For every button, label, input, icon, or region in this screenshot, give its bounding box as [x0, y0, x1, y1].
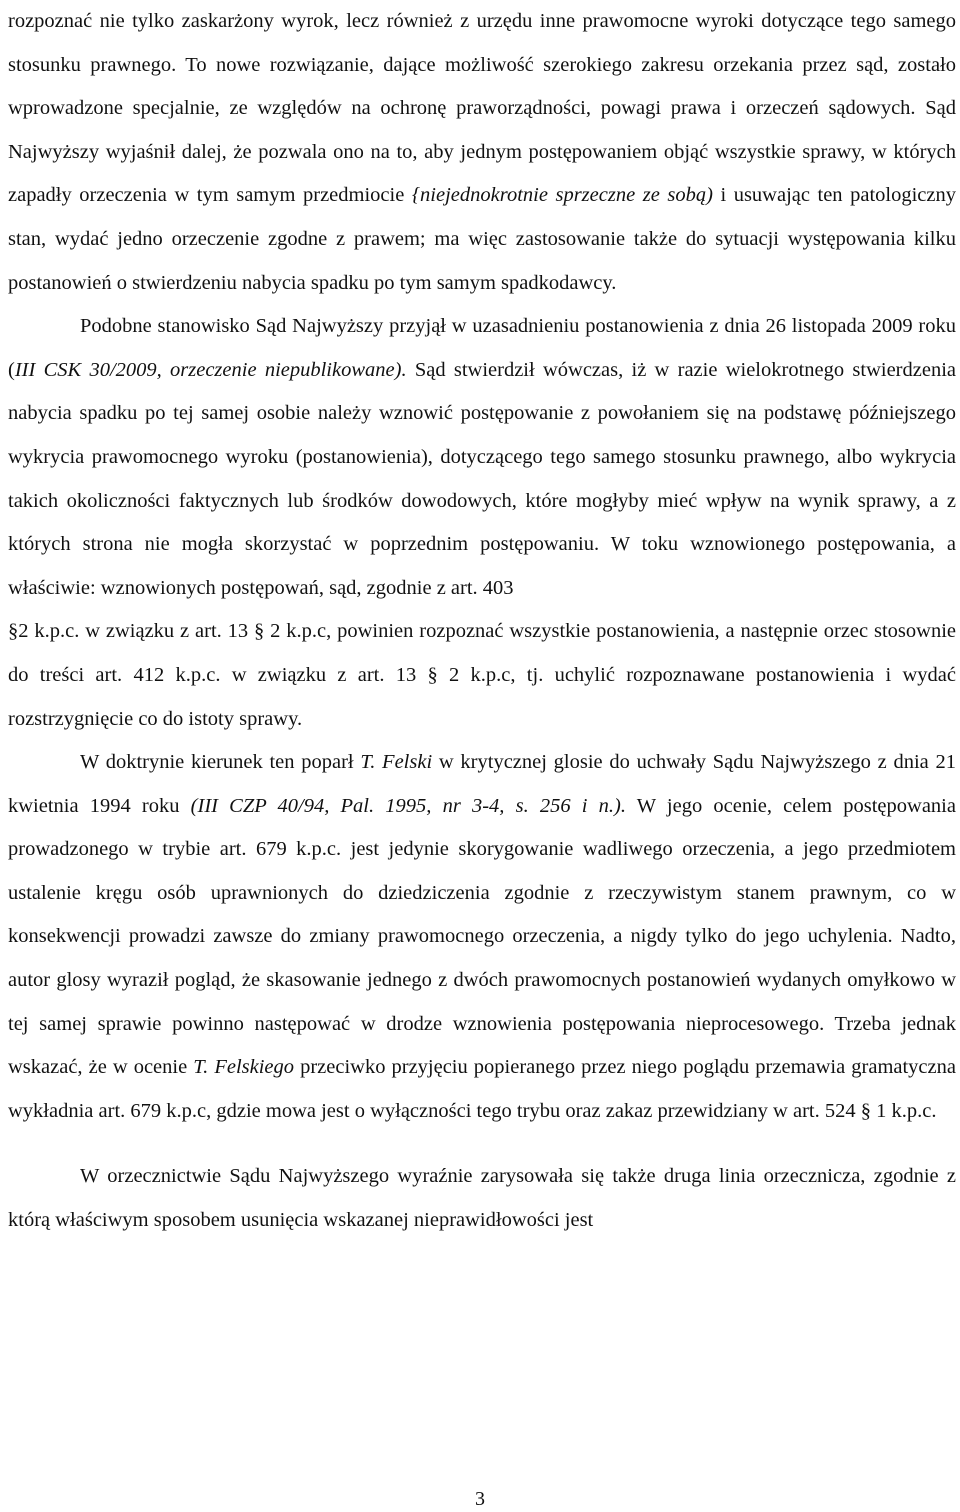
paragraph-continuation: [8, 0, 956, 305]
paragraph-second-line-of-jurisprudence: [8, 1155, 956, 1242]
paragraph-text: 2 k.p.c, tj. uchylić rozpoznawane postanowienia i wydać rozstrzygnięcie co do istoty sprawy.: [8, 663, 956, 730]
section-sign: §: [254, 620, 265, 643]
paragraph-supreme-court-ruling-2009: [8, 305, 956, 741]
paragraph-text: W doktrynie kierunek ten poparł: [80, 751, 361, 774]
paragraph-text: 2 k.p.c, powinien rozpoznać wszystkie postanowienia, a następnie orzec stosownie do treści art. 412 k.p.c. w związku z art. 13: [8, 620, 956, 686]
section-sign: §: [8, 620, 19, 643]
paragraph-text: W jego ocenie, celem postępowania prowadzonego w trybie art. 679 k.p.c. jest jedynie skorygowanie wadliwego orzeczenia, a jego przedmiotem ustalenie kręgu osób uprawnionych do dziedziczenia zgodnie z rzeczywistym stanem prawnym, co w konsekwencji prowadzi zawsze do zmiany prawomocnego orzeczenia, a nigdy tylko do jego uchylenia. Nadto, autor glosy wyraził pogląd, że skasowanie jednego z dwóch prawomocnych postanowień wydanych omyłkowo w tej samej sprawie powinno następować w drodze wznowienia postępowania nieprocesowego. Trzeba jednak wskazać, że w ocenie: [8, 794, 956, 1079]
paragraph-text: rozpoznać nie tylko zaskarżony wyrok, lecz również z urzędu inne prawomocne wyroki dotyczące tego samego stosunku prawnego. To nowe rozwiązanie, dające możliwość szerokiego zakresu orzekania przez sąd, zostało wprowadzone specjalnie, ze względów na ochronę praworządności, powagi prawa i orzeczeń sądowych. Sąd Najwyższy wyjaśnił dalej, że pozwala ono na to, aby jednym postępowaniem objąć wszystkie sprawy, w których zapadły orzeczenia w tym samym przedmiocie: [8, 10, 956, 207]
section-sign: §: [427, 663, 438, 686]
italic-text: {niejednokrotnie sprzeczne ze sobą): [411, 184, 713, 207]
paragraph-text: i usuwając ten patologiczny stan, wydać jedno orzeczenie zgodne z prawem; ma więc zastosowanie także do sytuacji występowania kilku postanowień o stwierdzeniu nabycia spadku po tym samym spadkodawcy.: [8, 184, 956, 294]
paragraph-text: Sąd stwierdził wówczas, iż w razie wielokrotnego stwierdzenia nabycia spadku po tej samej osobie należy wznowić postępowanie z powołaniem się na podstawę późniejszego wykrycia prawomocnego wyroku (postanowienia), dotyczącego tego samego stosunku prawnego, albo wykrycia takich okoliczności faktycznych lub środków dowodowych, które mogłyby mieć wpływ na wynik sprawy, a z których strona nie mogła skorzystać w poprzednim postępowaniu. W toku wznowionego postępowania, a właściwie: wznowionych postępowań, sąd, zgodnie z art. 403: [8, 358, 956, 599]
paragraph-doctrine-felski: [8, 741, 956, 1133]
paragraph-text: 1 k.p.c.: [870, 1099, 937, 1122]
author-name: T. Felski: [360, 751, 433, 774]
paragraph-gap: [8, 1133, 956, 1155]
paragraph-text: W orzecznictwie Sądu Najwyższego wyraźnie zarysowała się także druga linia orzecznicza, zgodnie z którą właściwym sposobem usunięcia wskazanej nieprawidłowości jest: [8, 1165, 956, 1232]
author-name: T. Felskiego: [193, 1056, 295, 1079]
document-page: [8, 0, 956, 1243]
page-number: 3: [475, 1488, 485, 1510]
paragraph-text: Podobne stanowisko Sąd Najwyższy przyjął w uzasadnieniu postanowienia z dnia 26 listopada 2009 roku (: [8, 315, 956, 381]
case-citation: (III CZP 40/94, Pal. 1995, nr 3-4, s. 256 i n.).: [190, 794, 626, 817]
section-sign: §: [860, 1099, 871, 1122]
paragraph-text: 2 k.p.c. w związku z art. 13: [18, 620, 255, 643]
paragraph-text: przeciwko przyjęciu popieranego przez niego poglądu przemawia gramatyczna wykładnia art. 679 k.p.c, gdzie mowa jest o wyłączności tego trybu oraz zakaz przewidziany w art. 524: [8, 1056, 956, 1122]
paragraph-text: w krytycznej glosie do uchwały Sądu Najwyższego z dnia 21 kwietnia 1994 roku: [8, 751, 956, 817]
case-citation: III CSK 30/2009, orzeczenie niepublikowane).: [14, 358, 407, 381]
